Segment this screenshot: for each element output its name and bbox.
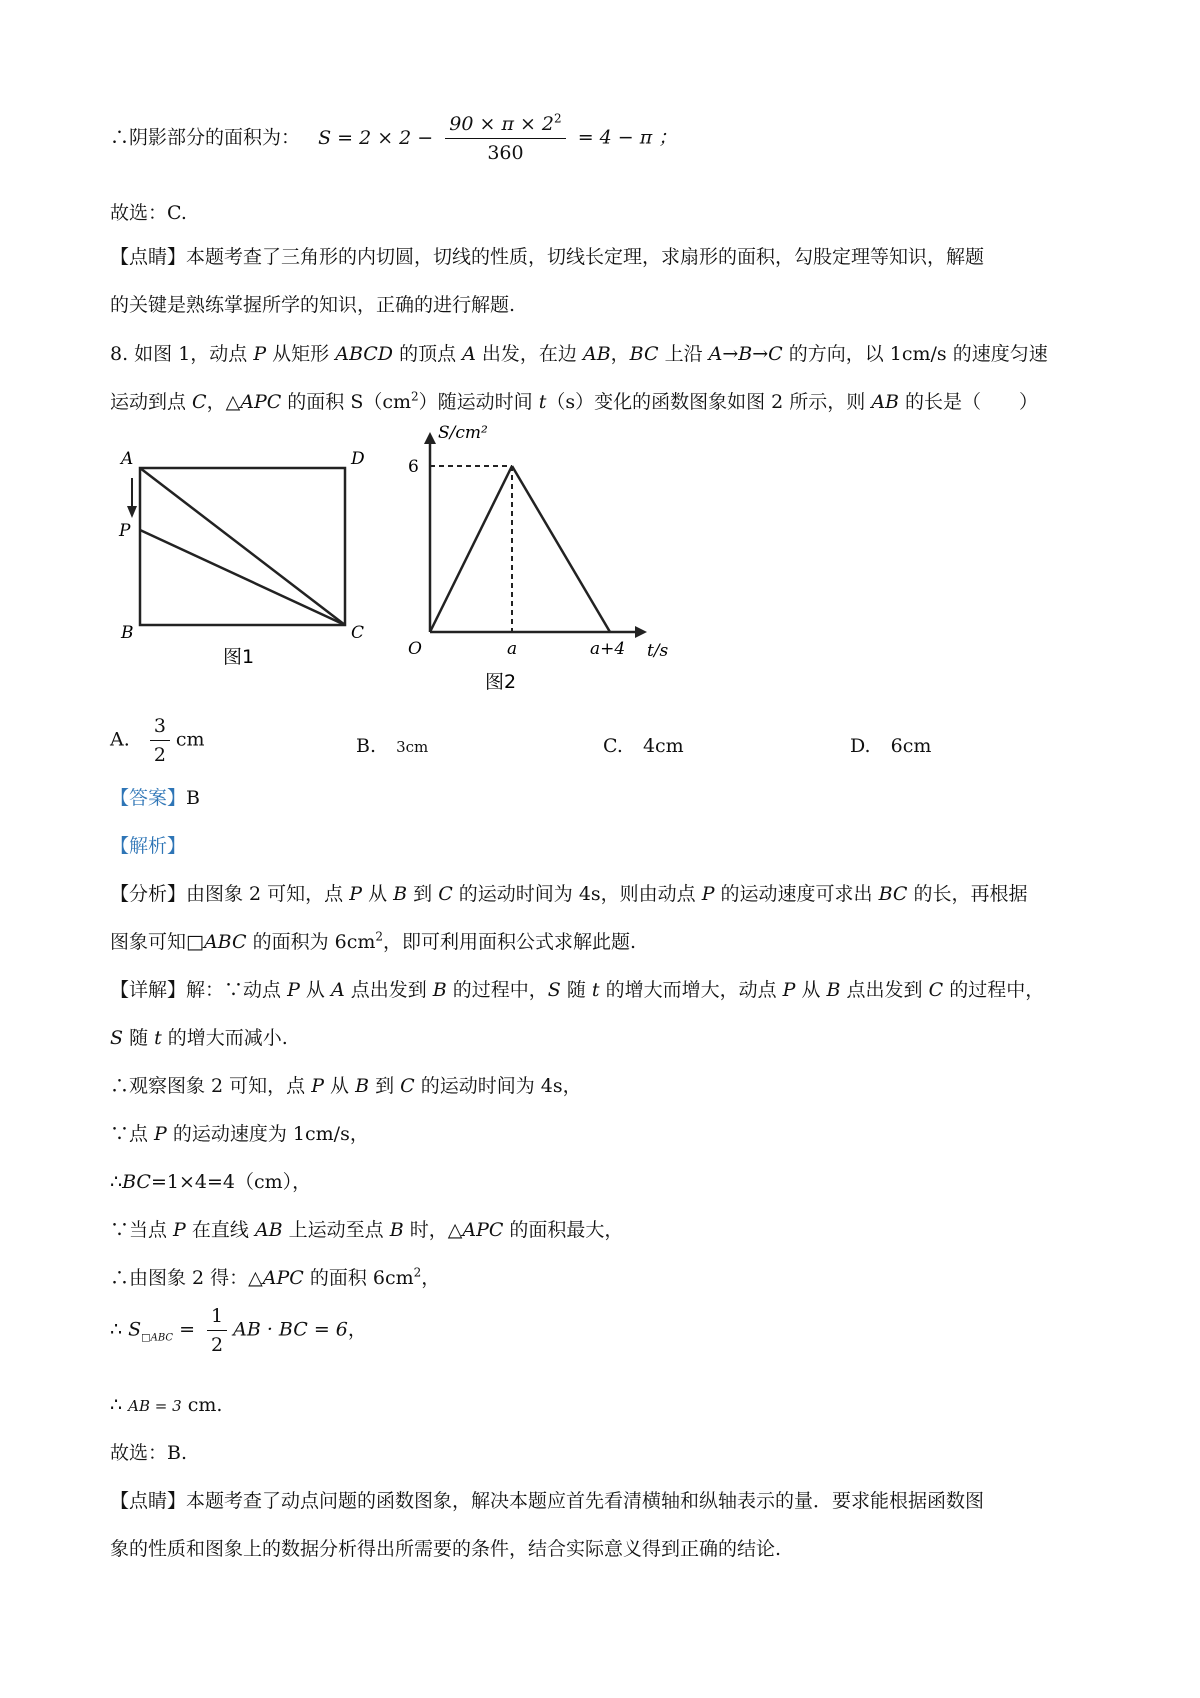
point-label-p: P (119, 521, 131, 541)
d-text: ， (421, 1267, 441, 1289)
option-a-unit: cm (175, 728, 205, 751)
d-text: 随 (123, 1027, 155, 1049)
d-var: AB · BC = 6 (233, 1318, 348, 1341)
d-text: ∴观察图象 2 可知，点 (110, 1075, 312, 1097)
analysis-bracket: 【分析】 (110, 883, 187, 905)
q-text: 的方向，以 1cm/s 的速度匀速 (782, 343, 1048, 365)
graph-segment-1 (430, 466, 512, 632)
x-tick-a-plus-4: a+4 (590, 639, 626, 659)
option-a-denominator: 2 (153, 744, 166, 766)
q-var: P (253, 343, 267, 365)
d-text: 点出发到 (344, 979, 433, 1001)
q-var: t (538, 391, 547, 413)
y-axis-label: S/cm² (438, 423, 488, 443)
d-frac-num: 1 (207, 1304, 227, 1331)
d-text: ， (347, 1318, 367, 1341)
d-var: t (154, 1027, 162, 1049)
option-b-text: 3cm (396, 738, 429, 756)
detail-line7 (110, 1265, 440, 1291)
d-text: 的过程中， (446, 979, 548, 1001)
q-text: ， (610, 343, 630, 365)
q-path: A→B→C (708, 343, 783, 365)
a-var: BC (878, 883, 908, 905)
q-var: AB (871, 391, 900, 413)
analysis-heading: 【解析】 (110, 835, 187, 857)
a-text: 到 (407, 883, 439, 905)
formula-lhs: S = 2 × 2 − (318, 126, 440, 149)
q-var: ABCD (335, 343, 394, 365)
d-text: 从 (795, 979, 827, 1001)
q-var: A (462, 343, 476, 365)
formula-denominator: 360 (487, 142, 524, 164)
a-text: 图象可知□ (110, 931, 204, 953)
analysis-line2 (110, 929, 636, 955)
segment-pc (140, 530, 345, 625)
q-sup: 2 (411, 389, 419, 404)
formula-numerator: 90 × π × 2 (449, 113, 555, 135)
figure-2-caption: 图2 (485, 671, 517, 693)
option-d-text: 6cm (890, 735, 932, 757)
final-conclusion: 故选：B. (110, 1442, 188, 1464)
question-line2 (110, 389, 1038, 415)
d-text: 上运动至点 (282, 1219, 390, 1241)
x-axis-arrow (635, 626, 647, 638)
option-c-text: 4cm (642, 735, 684, 757)
detail-line8 (110, 1304, 367, 1357)
d-text: 从 (324, 1075, 356, 1097)
d-text: 的面积 6cm (303, 1267, 414, 1289)
option-c-label: C. (603, 735, 623, 757)
d-var: P (154, 1123, 167, 1145)
q-text: （s）变化的函数图象如图 2 所示，则 (546, 391, 872, 413)
d-var: S (110, 1027, 124, 1049)
d-sup: 2 (413, 1265, 422, 1280)
detail-line5 (110, 1169, 311, 1195)
shaded-area-formula (110, 112, 677, 165)
d-text: cm. (181, 1394, 223, 1416)
a-var: ABC (203, 931, 247, 953)
d-text: ∴ (110, 1394, 129, 1416)
d-var: BC (122, 1171, 151, 1193)
d-var: t (591, 979, 600, 1001)
graph-segment-2 (512, 466, 610, 632)
d-text: 的增大而减小. (161, 1027, 288, 1049)
comment-bracket: 【点睛】 (110, 246, 187, 268)
q-var: APC (240, 391, 282, 413)
y-tick-6: 6 (408, 457, 419, 477)
formula-fraction (445, 112, 565, 165)
option-a-numerator: 3 (150, 714, 170, 741)
detail-fraction (207, 1304, 227, 1357)
d-var: P (173, 1219, 186, 1241)
d-text: 的过程中， (943, 979, 1045, 1001)
origin-label: O (408, 639, 422, 659)
q-text: 的顶点 (393, 343, 463, 365)
a-sup: 2 (375, 929, 383, 944)
d-var: APC (462, 1219, 504, 1241)
q-text: ）随运动时间 (418, 391, 539, 413)
d-var: AB (254, 1219, 283, 1241)
d-text: 的增大而增大，动点 (599, 979, 783, 1001)
q-var: BC (629, 343, 659, 365)
detail-line1 (110, 977, 1044, 1003)
d-var: C (928, 979, 944, 1001)
vertex-label-c: C (351, 623, 365, 643)
option-d[interactable] (850, 733, 931, 759)
d-text: 的运动时间为 4s， (414, 1075, 582, 1097)
x-axis-label: t/s (647, 641, 669, 661)
d-var: A (330, 979, 345, 1001)
q-text: 运动到点 (110, 391, 193, 413)
d-var: B (432, 979, 447, 1001)
detail-line4 (110, 1121, 369, 1147)
d-text: 解：∵动点 (186, 979, 288, 1001)
comment-line2: 象的性质和图象上的数据分析得出所需要的条件，结合实际意义得到正确的结论. (110, 1538, 782, 1560)
question-line1 (110, 341, 1048, 367)
d-var: P (311, 1075, 325, 1097)
formula-rhs: = 4 − π ； (577, 126, 678, 149)
comment-text1: 本题考查了动点问题的函数图象，解决本题应首先看清横轴和纵轴表示的量．要求能根据函数图 (186, 1490, 985, 1512)
detail-line6 (110, 1217, 623, 1243)
a-text: 从 (362, 883, 394, 905)
a-var: B (393, 883, 408, 905)
formula-prefix: ∴阴影部分的面积为： (110, 126, 301, 149)
answer-bracket: 【答案】 (110, 787, 187, 809)
d-text: 的面积最大， (503, 1219, 624, 1241)
d-var: B (826, 979, 841, 1001)
d-text: ∴由图象 2 得：△ (110, 1267, 263, 1289)
d-text: 时，△ (403, 1219, 463, 1241)
a-text: 的运动时间为 4s，则由动点 (452, 883, 702, 905)
figure-2-graph (385, 420, 685, 710)
a-text: 的运动速度可求出 (714, 883, 879, 905)
answer-value: B (186, 787, 200, 809)
option-a[interactable] (110, 714, 205, 767)
segment-ac (140, 468, 345, 625)
d-var: B (389, 1219, 404, 1241)
vertex-label-a: A (121, 449, 134, 469)
previous-comment-line1 (110, 244, 984, 270)
d-text: ∴ (110, 1318, 129, 1341)
d-frac-den: 2 (211, 1334, 224, 1356)
comment-line1 (110, 1488, 984, 1514)
q-var: AB (582, 343, 611, 365)
d-var: C (400, 1075, 415, 1097)
q-var: C (192, 391, 207, 413)
d-sub: □ABC (141, 1332, 174, 1344)
vertex-label-d: D (351, 449, 365, 469)
q-text: 的面积 S（cm (281, 391, 412, 413)
q-text: 从矩形 (266, 343, 336, 365)
d-var: AB = 3 (128, 1397, 182, 1415)
q-text: ，△ (206, 391, 241, 413)
d-var: APC (262, 1267, 304, 1289)
direction-arrow-head (127, 506, 137, 518)
d-var: B (355, 1075, 370, 1097)
d-var: P (287, 979, 300, 1001)
d-text: 到 (369, 1075, 401, 1097)
a-var: P (701, 883, 715, 905)
vertex-label-b: B (121, 623, 134, 643)
d-text: 随 (560, 979, 592, 1001)
d-text: =1×4=4（cm）， (150, 1171, 312, 1193)
q-text: 出发，在边 (475, 343, 583, 365)
q-text: 上沿 (658, 343, 709, 365)
option-b[interactable] (356, 733, 428, 760)
option-d-label: D. (850, 735, 871, 757)
d-text: 从 (299, 979, 331, 1001)
comment-bracket: 【点睛】 (110, 1490, 187, 1512)
figure-1-caption: 图1 (223, 646, 255, 668)
q-text: 8. 如图 1，动点 (110, 343, 254, 365)
detail-bracket: 【详解】 (110, 979, 187, 1001)
d-text: 的运动速度为 1cm/s， (166, 1123, 369, 1145)
option-c[interactable] (603, 733, 684, 759)
d-var: S (547, 979, 561, 1001)
a-text: 由图象 2 可知，点 (186, 883, 350, 905)
a-var: C (438, 883, 453, 905)
a-text: ，即可利用面积公式求解此题. (383, 931, 637, 953)
a-text: 的长，再根据 (907, 883, 1028, 905)
d-text: 点出发到 (840, 979, 929, 1001)
formula-numerator-exponent: 2 (554, 111, 562, 126)
detail-line3 (110, 1073, 582, 1099)
y-axis-arrow (424, 432, 436, 444)
option-a-label: A. (110, 728, 130, 751)
previous-conclusion: 故选：C. (110, 202, 187, 224)
detail-line2 (110, 1025, 288, 1051)
d-text: 在直线 (185, 1219, 255, 1241)
answer-line (110, 785, 200, 811)
d-text: ∵当点 (110, 1219, 174, 1241)
x-tick-a: a (507, 639, 518, 659)
d-text: ∴ (110, 1171, 123, 1193)
previous-comment-line2: 的关键是熟练掌握所学的知识，正确的进行解题. (110, 294, 516, 316)
a-text: 的面积为 6cm (246, 931, 376, 953)
option-a-fraction (150, 714, 170, 767)
d-var: S (128, 1318, 142, 1341)
q-text: 的长是（ ） (899, 391, 1039, 413)
d-text: ∵点 (110, 1123, 155, 1145)
figure-1-rectangle (115, 438, 375, 678)
d-var: P (782, 979, 796, 1001)
d-text: = (173, 1318, 202, 1341)
detail-line9 (110, 1392, 222, 1419)
option-b-label: B. (356, 735, 377, 757)
analysis-line1 (110, 881, 1028, 907)
a-var: P (349, 883, 363, 905)
previous-comment-text1: 本题考查了三角形的内切圆，切线的性质，切线长定理，求扇形的面积，勾股定理等知识，解题 (186, 246, 985, 268)
